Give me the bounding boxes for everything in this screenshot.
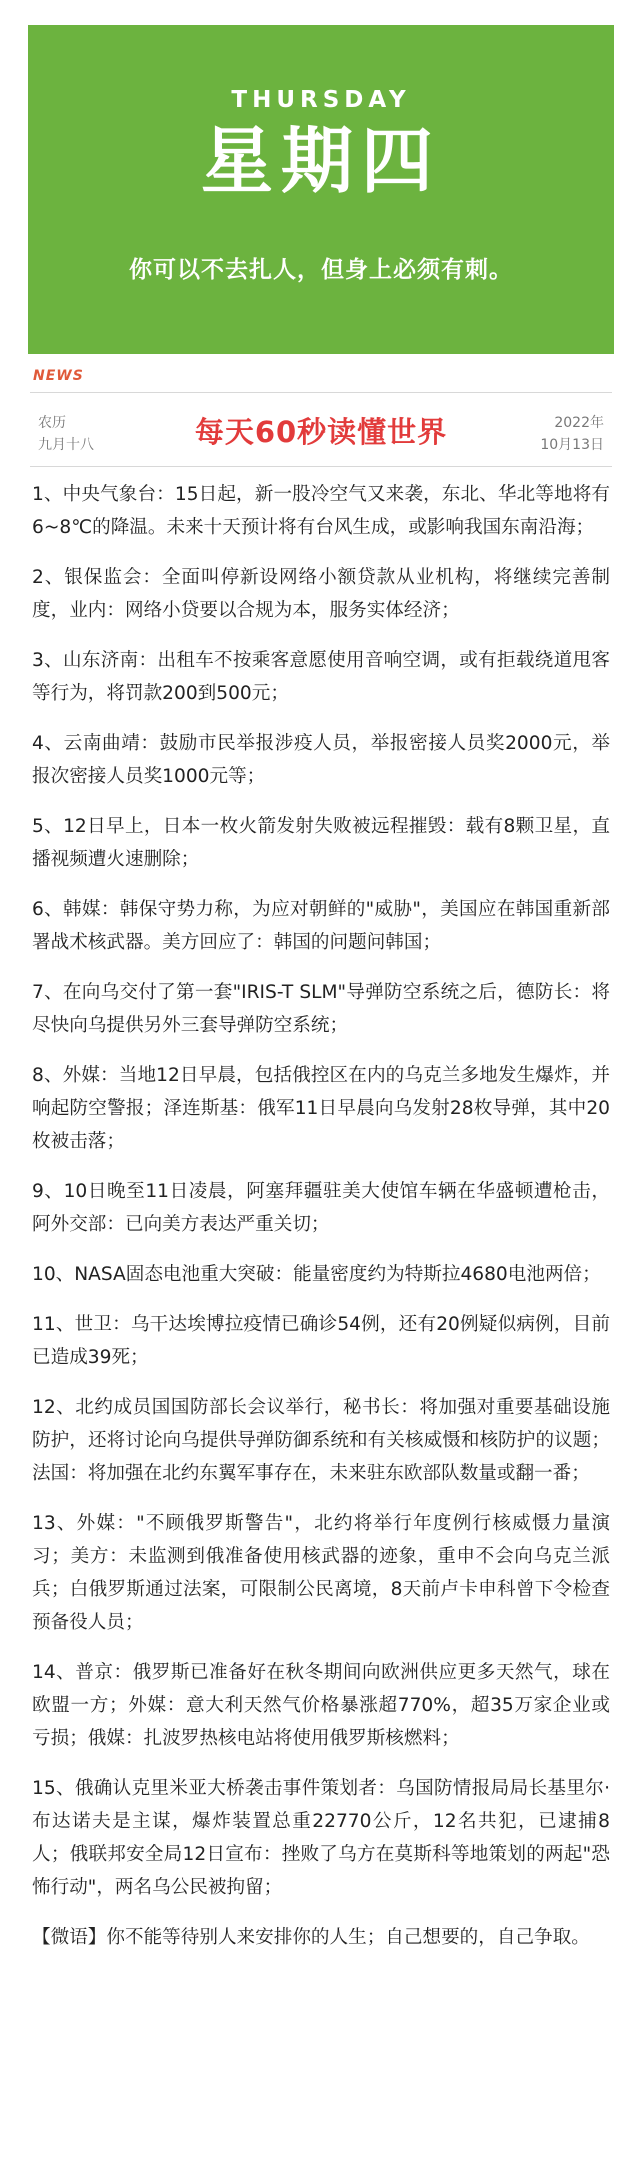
- news-item: 12、北约成员国国防部长会议举行，秘书长：将加强对重要基础设施防护，还将讨论向乌提供导弹防御系统和有关核威慑和核防护的议题；法国：将加强在北约东翼军事存在，未来驻东欧部队数量或翻一番；: [32, 1397, 610, 1484]
- banner-motto: 你可以不去扎人，但身上必须有刺。: [129, 257, 513, 283]
- weekday-banner: [28, 25, 614, 354]
- news-item: 5、12日早上，日本一枚火箭发射失败被远程摧毁：载有8颗卫星，直播视频遭火速删除；: [32, 816, 610, 870]
- lunar-day: 九月十八: [38, 437, 94, 453]
- news-item: 8、外媒：当地12日早晨，包括俄控区在内的乌克兰多地发生爆炸，并响起防空警报；泽连斯基：俄军11日早晨向乌发射28枚导弹，其中20枚被击落；: [32, 1065, 610, 1152]
- news-label: NEWS: [33, 368, 84, 384]
- news-item: 15、俄确认克里米亚大桥袭击事件策划者：乌国防情报局局长基里尔·布达诺夫是主谋，爆炸装置总重22770公斤，12名共犯，已逮捕8人；俄联邦安全局12日宣布：挫败了乌方在莫斯科等地策划的两起"恐怖行动"，两名乌公民被拘留；: [32, 1778, 610, 1898]
- news-item: 3、山东济南：出租车不按乘客意愿使用音响空调，或有拒载绕道甩客等行为，将罚款200到500元；: [32, 650, 610, 704]
- lunar-label: 农历: [38, 415, 66, 431]
- weekday-chinese: 星期四: [200, 119, 441, 203]
- news-item: 14、普京：俄罗斯已准备好在秋冬期间向欧洲供应更多天然气，球在欧盟一方；外媒：意大利天然气价格暴涨超770%，超35万家企业或亏损；俄媒：扎波罗热核电站将使用俄罗斯核燃料；: [32, 1662, 610, 1749]
- news-divider: [30, 392, 612, 393]
- news-item: 11、世卫：乌干达埃博拉疫情已确诊54例，还有20例疑似病例，目前已造成39死；: [32, 1314, 610, 1368]
- date-day: 10月13日: [540, 437, 604, 453]
- date-header: [30, 402, 612, 466]
- news-item: 13、外媒："不顾俄罗斯警告"，北约将举行年度例行核威慑力量演习；美方：未监测到俄准备使用核武器的迹象，重申不会向乌克兰派兵；白俄罗斯通过法案，可限制公民离境，8天前卢卡申科曾下令检查预备役人员；: [32, 1513, 610, 1633]
- news-item: 2、银保监会：全面叫停新设网络小额贷款从业机构，将继续完善制度，业内：网络小贷要以合规为本，服务实体经济；: [32, 567, 610, 621]
- header-divider: [30, 466, 612, 467]
- news-item: 4、云南曲靖：鼓励市民举报涉疫人员，举报密接人员奖2000元，举报次密接人员奖1000元等；: [32, 733, 610, 787]
- date-year: 2022年: [554, 415, 604, 431]
- news-list: [32, 478, 610, 1954]
- news-item: 7、在向乌交付了第一套"IRIS-T SLM"导弹防空系统之后，德防长：将尽快向乌提供另外三套导弹防空系统；: [32, 982, 610, 1036]
- news-item: 9、10日晚至11日凌晨，阿塞拜疆驻美大使馆车辆在华盛顿遭枪击，阿外交部：已向美方表达严重关切；: [32, 1181, 610, 1235]
- weekday-english: THURSDAY: [231, 87, 411, 113]
- page-title: 每天60秒读懂世界: [194, 415, 448, 449]
- news-item: 10、NASA固态电池重大突破：能量密度约为特斯拉4680电池两倍；: [32, 1264, 601, 1285]
- daily-proverb: 【微语】你不能等待别人来安排你的人生；自己想要的，自己争取。: [32, 1927, 590, 1948]
- gregorian-date: [540, 412, 604, 456]
- news-item: 1、中央气象台：15日起，新一股冷空气又来袭，东北、华北等地将有6~8℃的降温。未来十天预计将有台风生成，或影响我国东南沿海；: [32, 484, 610, 538]
- news-item: 6、韩媒：韩保守势力称，为应对朝鲜的"威胁"，美国应在韩国重新部署战术核武器。美方回应了：韩国的问题问韩国；: [32, 899, 610, 953]
